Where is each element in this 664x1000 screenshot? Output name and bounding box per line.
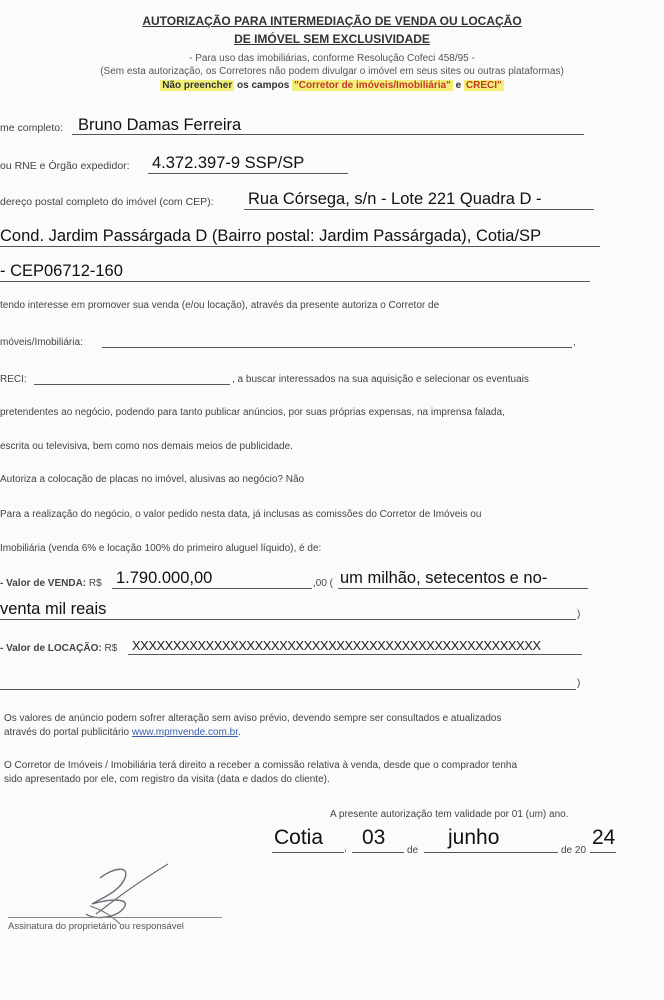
sale-words-underline-1 [338,588,588,589]
rent-value-label: - Valor de LOCAÇÃO: R$ [0,643,118,654]
date-de-1: de [407,845,419,856]
broker-field[interactable] [102,347,572,348]
rent-words-underline [0,689,576,690]
name-field[interactable]: Bruno Damas Ferreira [78,116,242,134]
address-label: dereço postal completo do imóvel (com CEP): [0,196,214,208]
name-underline [72,134,584,135]
warning-field-1: "Corretor de imóveis/Imobiliária" [294,80,451,91]
address-underline-1 [244,209,594,210]
address-underline-2 [0,246,600,247]
broker-comma: , [573,337,576,348]
fill-warning: Não preencher os campos "Corretor de imóveis/Imobiliária" e CRECI" [162,80,502,91]
form-subtitle: - Para uso das imobiliárias, conforme Resolução Cofeci 458/95 - [189,53,475,64]
note-line-3: O Corretor de Imóveis / Imobiliária terá direito a receber a comissão relativa à venda, desde que o comprador tenha [4,760,518,771]
broker-label: móveis/Imobiliária: [0,337,83,348]
address-field-line1[interactable]: Rua Córsega, s/n - Lote 221 Quadra D - [248,190,542,208]
sale-value-field[interactable]: 1.790.000,00 [116,569,213,587]
sale-value-label: - Valor de VENDA: R$ [0,578,102,589]
warning-highlight: Não preencher [162,80,233,91]
rent-value-field[interactable]: XXXXXXXXXXXXXXXXXXXXXXXXXXXXXXXXXXXXXXXXXXXXXXXXXX [132,638,541,653]
price-paragraph-1: Para a realização do negócio, o valor pedido nesta data, já inclusas as comissões do Corretor de Imóveis ou [0,509,482,520]
form-notice: (Sem esta autorização, os Corretores não podem divulgar o imóvel em seus sites ou outras plataformas) [100,66,564,77]
form-title-line2: DE IMÓVEL SEM EXCLUSIVIDADE [234,32,430,46]
sale-value-underline [112,588,312,589]
body-line-3: pretendentes ao negócio, podendo para tanto publicar anúncios, por suas próprias expensas, na imprensa falada, [0,407,505,418]
body-line-4: escrita ou televisiva, bem como nos demais meios de publicidade. [0,441,293,452]
rg-label: ou RNE e Órgão expedidor: [0,160,130,172]
rent-value-underline [128,654,582,655]
rg-underline [148,173,348,174]
date-comma: , [344,843,347,854]
authorization-paragraph: tendo interesse em promover sua venda (e/ou locação), através da presente autoriza o Corretor de [0,300,440,311]
address-field-line2[interactable]: Cond. Jardim Passárgada D (Bairro postal: Jardim Passárgada), Cotia/SP [0,227,542,245]
note-line-4: sido apresentado por ele, com registro da visita (data e dados do cliente). [4,774,330,785]
sale-close-paren: ) [577,609,581,620]
validity-note: A presente autorização tem validade por 01 (um) ano. [330,809,569,820]
creci-continuation: , a buscar interessados na sua aquisição e selecionar os eventuais [232,374,529,385]
sale-cents: ,00 ( [313,578,334,589]
sale-words-underline-2 [0,619,576,620]
creci-label: RECI: [0,374,27,385]
date-month-field[interactable]: junho [448,826,500,849]
note-line-1: Os valores de anúncio podem sofrer alteração sem aviso prévio, devendo sempre ser consultados e atualizados [4,713,502,724]
name-label: me completo: [0,122,64,134]
signs-question: Autoriza a colocação de placas no imóvel, alusivas ao negócio? Não [0,474,305,485]
price-paragraph-2: Imobiliária (venda 6% e locação 100% do primeiro aluguel líquido), é de: [0,543,322,554]
address-field-line3[interactable]: - CEP06712-160 [0,262,123,280]
signature-line[interactable] [8,917,222,918]
date-de-20: de 20 [561,845,587,856]
warning-field-2: CRECI" [465,80,502,91]
sale-words-line1[interactable]: um milhão, setecentos e no- [340,569,548,587]
date-day-field[interactable]: 03 [362,826,386,849]
signature-label: Assinatura do proprietário ou responsável [8,921,184,932]
date-month-underline [424,852,558,853]
creci-field[interactable] [34,384,230,385]
date-day-underline [352,852,404,853]
address-underline-3 [0,281,590,282]
portal-link[interactable]: www.mpmvende.com.br [131,727,239,738]
rg-field[interactable]: 4.372.397-9 SSP/SP [152,154,305,172]
sale-words-line2[interactable]: venta mil reais [0,600,107,618]
note-line-2: através do portal publicitário www.mpmvende.com.br. [4,727,241,738]
form-title-line1: AUTORIZAÇÃO PARA INTERMEDIAÇÃO DE VENDA OU LOCAÇÃO [142,14,522,28]
date-city-underline [272,852,344,853]
rent-close-paren: ) [577,678,581,689]
date-year-field[interactable]: 24 [592,826,616,849]
date-city-field[interactable]: Cotia [274,826,324,849]
date-year-underline [590,852,616,853]
